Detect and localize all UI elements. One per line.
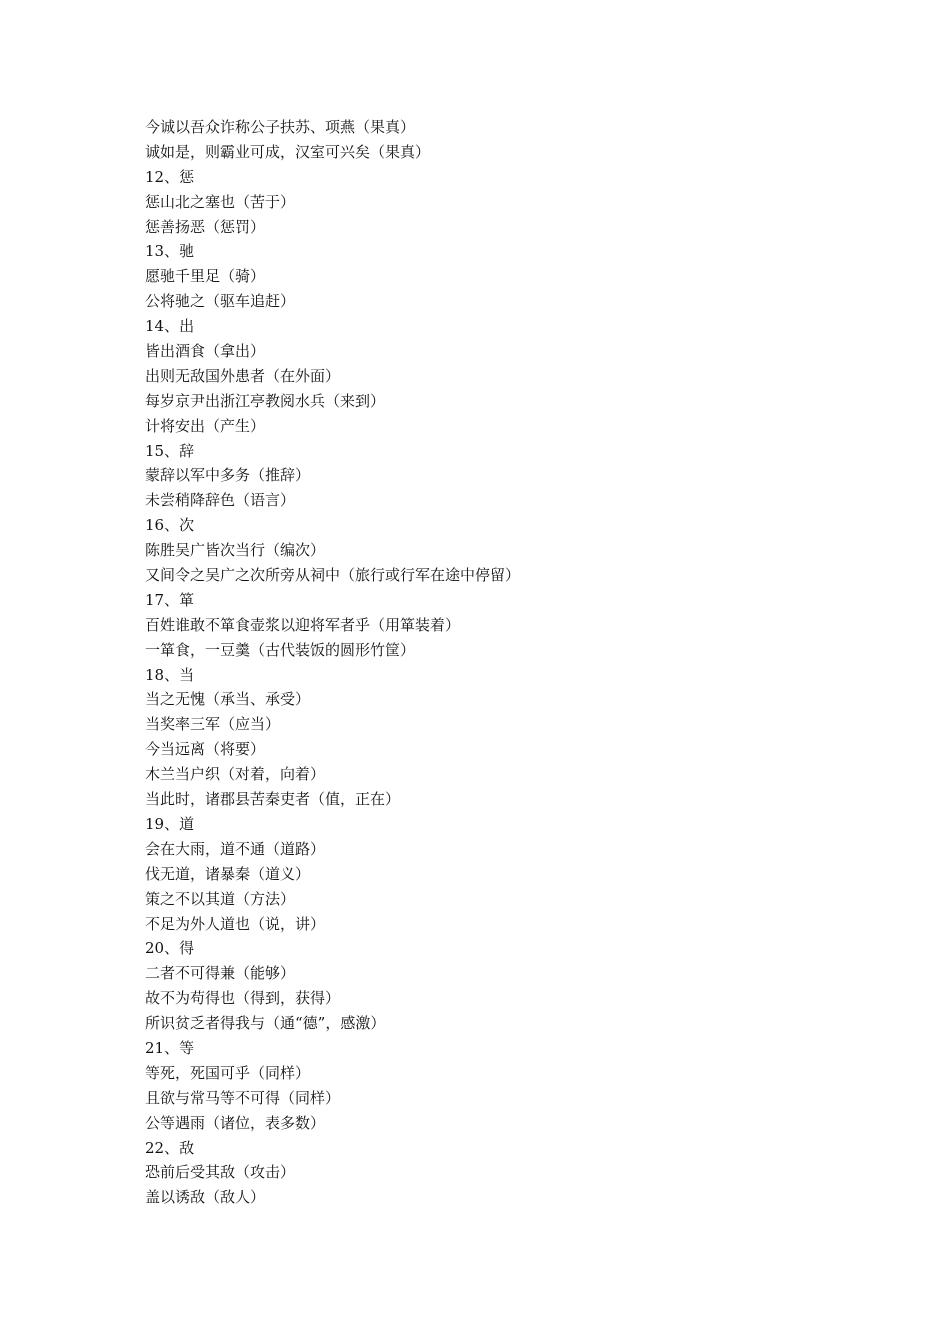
text-line: 计将安出（产生） [145,416,266,435]
text-line: 又间令之吴广之次所旁从祠中（旅行或行军在途中停留） [145,566,521,585]
text-line: 公等遇雨（诸位，表多数） [145,1113,326,1132]
text-line: 当奖率三军（应当） [145,715,281,734]
text-line: 二者不可得兼（能够） [145,964,296,983]
entry-heading: 17、箪 [145,590,195,609]
text-line: 惩山北之塞也（苦于） [145,192,296,211]
text-line: 策之不以其道（方法） [145,889,296,908]
text-line: 惩善扬恶（惩罚） [145,217,266,236]
entry-heading: 14、出 [145,317,195,336]
entry-heading: 18、当 [145,665,195,684]
text-line: 皆出酒食（拿出） [145,342,266,361]
entry-heading: 16、次 [145,516,195,535]
entry-heading: 12、惩 [145,167,195,186]
entry-heading: 13、驰 [145,242,195,261]
text-line: 当此时，诸郡县苦秦吏者（值，正在） [145,790,401,809]
text-line: 今当远离（将要） [145,740,266,759]
entry-heading: 15、辞 [145,441,195,460]
text-line: 恐前后受其敌（攻击） [145,1163,296,1182]
text-line: 故不为苟得也（得到，获得） [145,989,341,1008]
text-line: 公将驰之（驱车追赶） [145,292,296,311]
text-line: 百姓谁敢不箪食壶浆以迎将军者乎（用箪装着） [145,615,461,634]
entry-heading: 19、道 [145,814,195,833]
text-line: 不足为外人道也（说，讲） [145,914,326,933]
document-body [145,115,905,1210]
text-line: 今诚以吾众诈称公子扶苏、项燕（果真） [145,118,416,136]
text-line: 出则无敌国外患者（在外面） [145,366,341,385]
entry-heading: 21、等 [145,1038,195,1057]
text-line: 会在大雨，道不通（道路） [145,839,326,858]
text-line: 一箪食，一豆羹（古代装饭的圆形竹筐） [145,640,416,659]
text-line: 且欲与常马等不可得（同样） [145,1088,341,1107]
text-line: 当之无愧（承当、承受） [145,690,311,709]
entry-heading: 22、敌 [145,1138,195,1157]
text-line: 每岁京尹出浙江亭教阅水兵（来到） [145,391,386,410]
entry-heading: 20、得 [145,939,195,958]
text-line: 愿驰千里足（骑） [145,267,266,286]
text-line: 盖以诱敌（敌人） [145,1188,266,1207]
text-line: 木兰当户织（对着，向着） [145,765,326,784]
text-line: 伐无道，诸暴秦（道义） [145,864,311,883]
text-line: 蒙辞以军中多务（推辞） [145,466,311,485]
text-line: 陈胜吴广皆次当行（编次） [145,541,326,560]
text-line: 所识贫乏者得我与（通“德”，感激） [145,1014,386,1033]
text-line: 等死，死国可乎（同样） [145,1063,311,1082]
text-line: 未尝稍降辞色（语言） [145,491,296,510]
text-line: 诚如是，则霸业可成，汉室可兴矣（果真） [145,142,431,161]
